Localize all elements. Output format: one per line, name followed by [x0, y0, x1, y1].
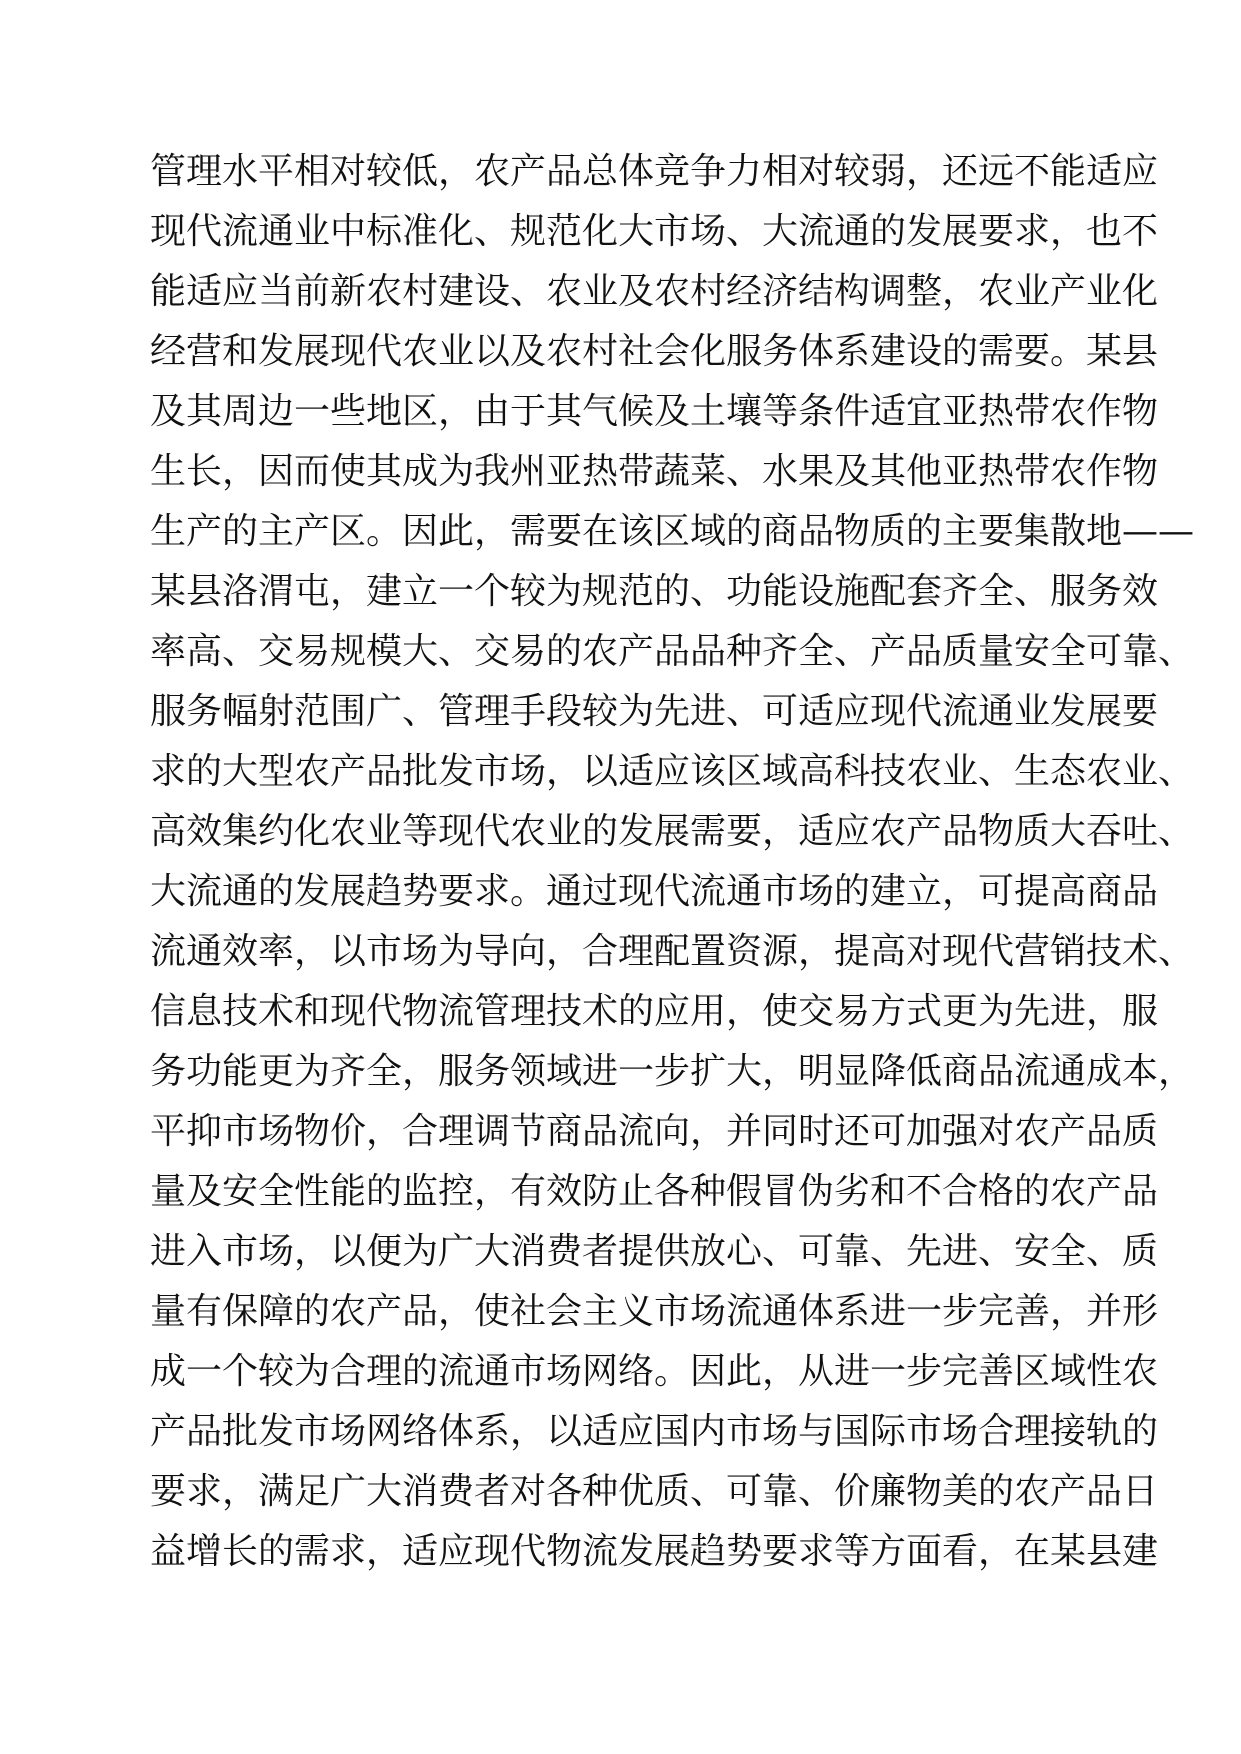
- text-line: 生产的主产区。因此，需要在该区域的商品物质的主要集散地——: [150, 511, 1195, 552]
- text-line: 生长，因而使其成为我州亚热带蔬菜、水果及其他亚热带农作物: [150, 451, 1159, 492]
- text-line: 要求，满足广大消费者对各种优质、可靠、价廉物美的农产品日: [150, 1471, 1159, 1512]
- text-line: 高效集约化农业等现代农业的发展需要，适应农产品物质大吞吐、: [150, 811, 1195, 852]
- text-line: 某县洛渭屯，建立一个较为规范的、功能设施配套齐全、服务效: [150, 571, 1159, 612]
- text-line: 及其周边一些地区，由于其气候及土壤等条件适宜亚热带农作物: [150, 391, 1159, 432]
- text-line: 率高、交易规模大、交易的农产品品种齐全、产品质量安全可靠、: [150, 631, 1195, 672]
- text-line: 产品批发市场网络体系，以适应国内市场与国际市场合理接轨的: [150, 1411, 1159, 1452]
- text-line: 流通效率，以市场为导向，合理配置资源，提高对现代营销技术、: [150, 931, 1195, 972]
- text-line: 益增长的需求，适应现代物流发展趋势要求等方面看，在某县建: [150, 1531, 1159, 1572]
- text-line: 务功能更为齐全，服务领域进一步扩大，明显降低商品流通成本，: [150, 1051, 1195, 1092]
- text-line: 求的大型农产品批发市场，以适应该区域高科技农业、生态农业、: [150, 751, 1195, 792]
- text-line: 经营和发展现代农业以及农村社会化服务体系建设的需要。某县: [150, 331, 1159, 372]
- text-line: 进入市场，以便为广大消费者提供放心、可靠、先进、安全、质: [150, 1231, 1159, 1272]
- text-line: 服务幅射范围广、管理手段较为先进、可适应现代流通业发展要: [150, 691, 1159, 732]
- text-line: 平抑市场物价，合理调节商品流向，并同时还可加强对农产品质: [150, 1111, 1159, 1152]
- text-line: 现代流通业中标准化、规范化大市场、大流通的发展要求，也不: [150, 211, 1159, 252]
- body-paragraph: [150, 142, 1195, 1582]
- text-line: 管理水平相对较低，农产品总体竞争力相对较弱，还远不能适应: [150, 151, 1159, 192]
- text-line: 能适应当前新农村建设、农业及农村经济结构调整，农业产业化: [150, 271, 1159, 312]
- text-line: 量及安全性能的监控，有效防止各种假冒伪劣和不合格的农产品: [150, 1171, 1159, 1212]
- text-line: 大流通的发展趋势要求。通过现代流通市场的建立，可提高商品: [150, 871, 1159, 912]
- text-line: 成一个较为合理的流通市场网络。因此，从进一步完善区域性农: [150, 1351, 1159, 1392]
- text-line: 量有保障的农产品，使社会主义市场流通体系进一步完善，并形: [150, 1291, 1159, 1332]
- text-line: 信息技术和现代物流管理技术的应用，使交易方式更为先进，服: [150, 991, 1159, 1032]
